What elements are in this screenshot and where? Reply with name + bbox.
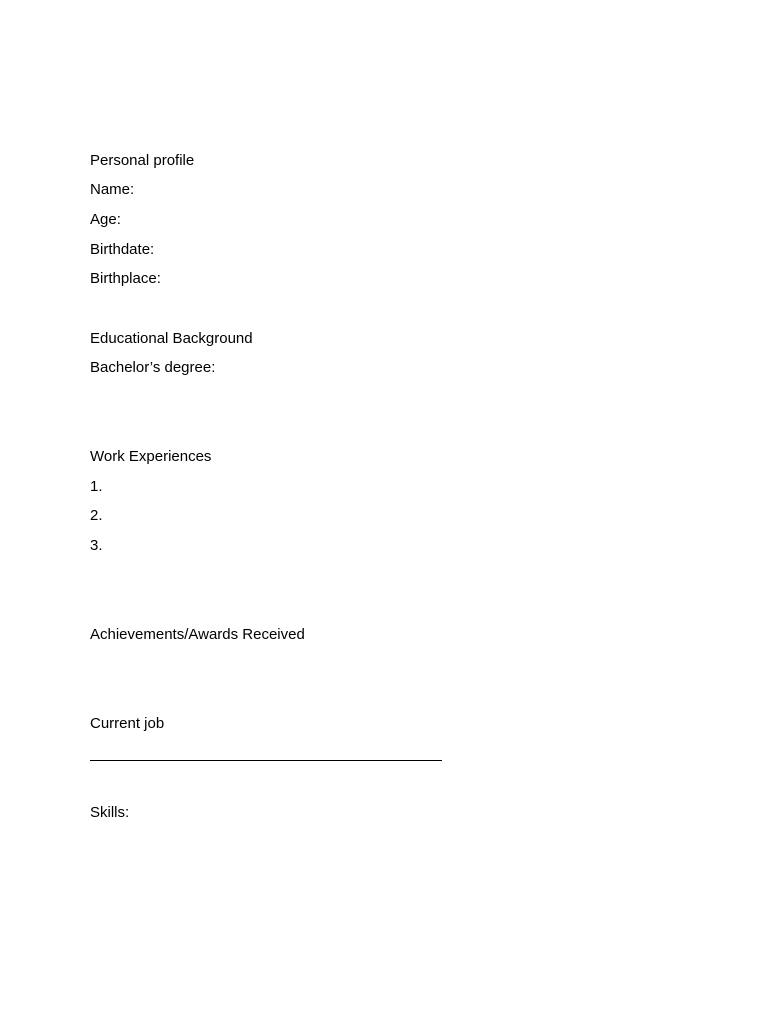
achievements-heading: Achievements/Awards Received [90, 626, 305, 643]
birthplace-label: Birthplace: [90, 270, 161, 287]
skills-heading: Skills: [90, 804, 130, 821]
work-item-2: 2. [90, 507, 103, 524]
work-item-1: 1. [90, 478, 103, 495]
work-experiences-heading: Work Experiences [90, 448, 212, 465]
personal-profile-heading: Personal profile [90, 152, 195, 169]
work-item-3: 3. [90, 537, 103, 554]
birthdate-label: Birthdate: [90, 241, 155, 258]
educational-background-heading: Educational Background [90, 330, 253, 347]
bachelors-degree-label: Bachelor’s degree: [90, 359, 216, 376]
name-label: Name: [90, 181, 135, 198]
current-job-heading: Current job [90, 715, 165, 732]
age-label: Age: [90, 211, 121, 228]
current-job-blank-line [90, 760, 442, 761]
